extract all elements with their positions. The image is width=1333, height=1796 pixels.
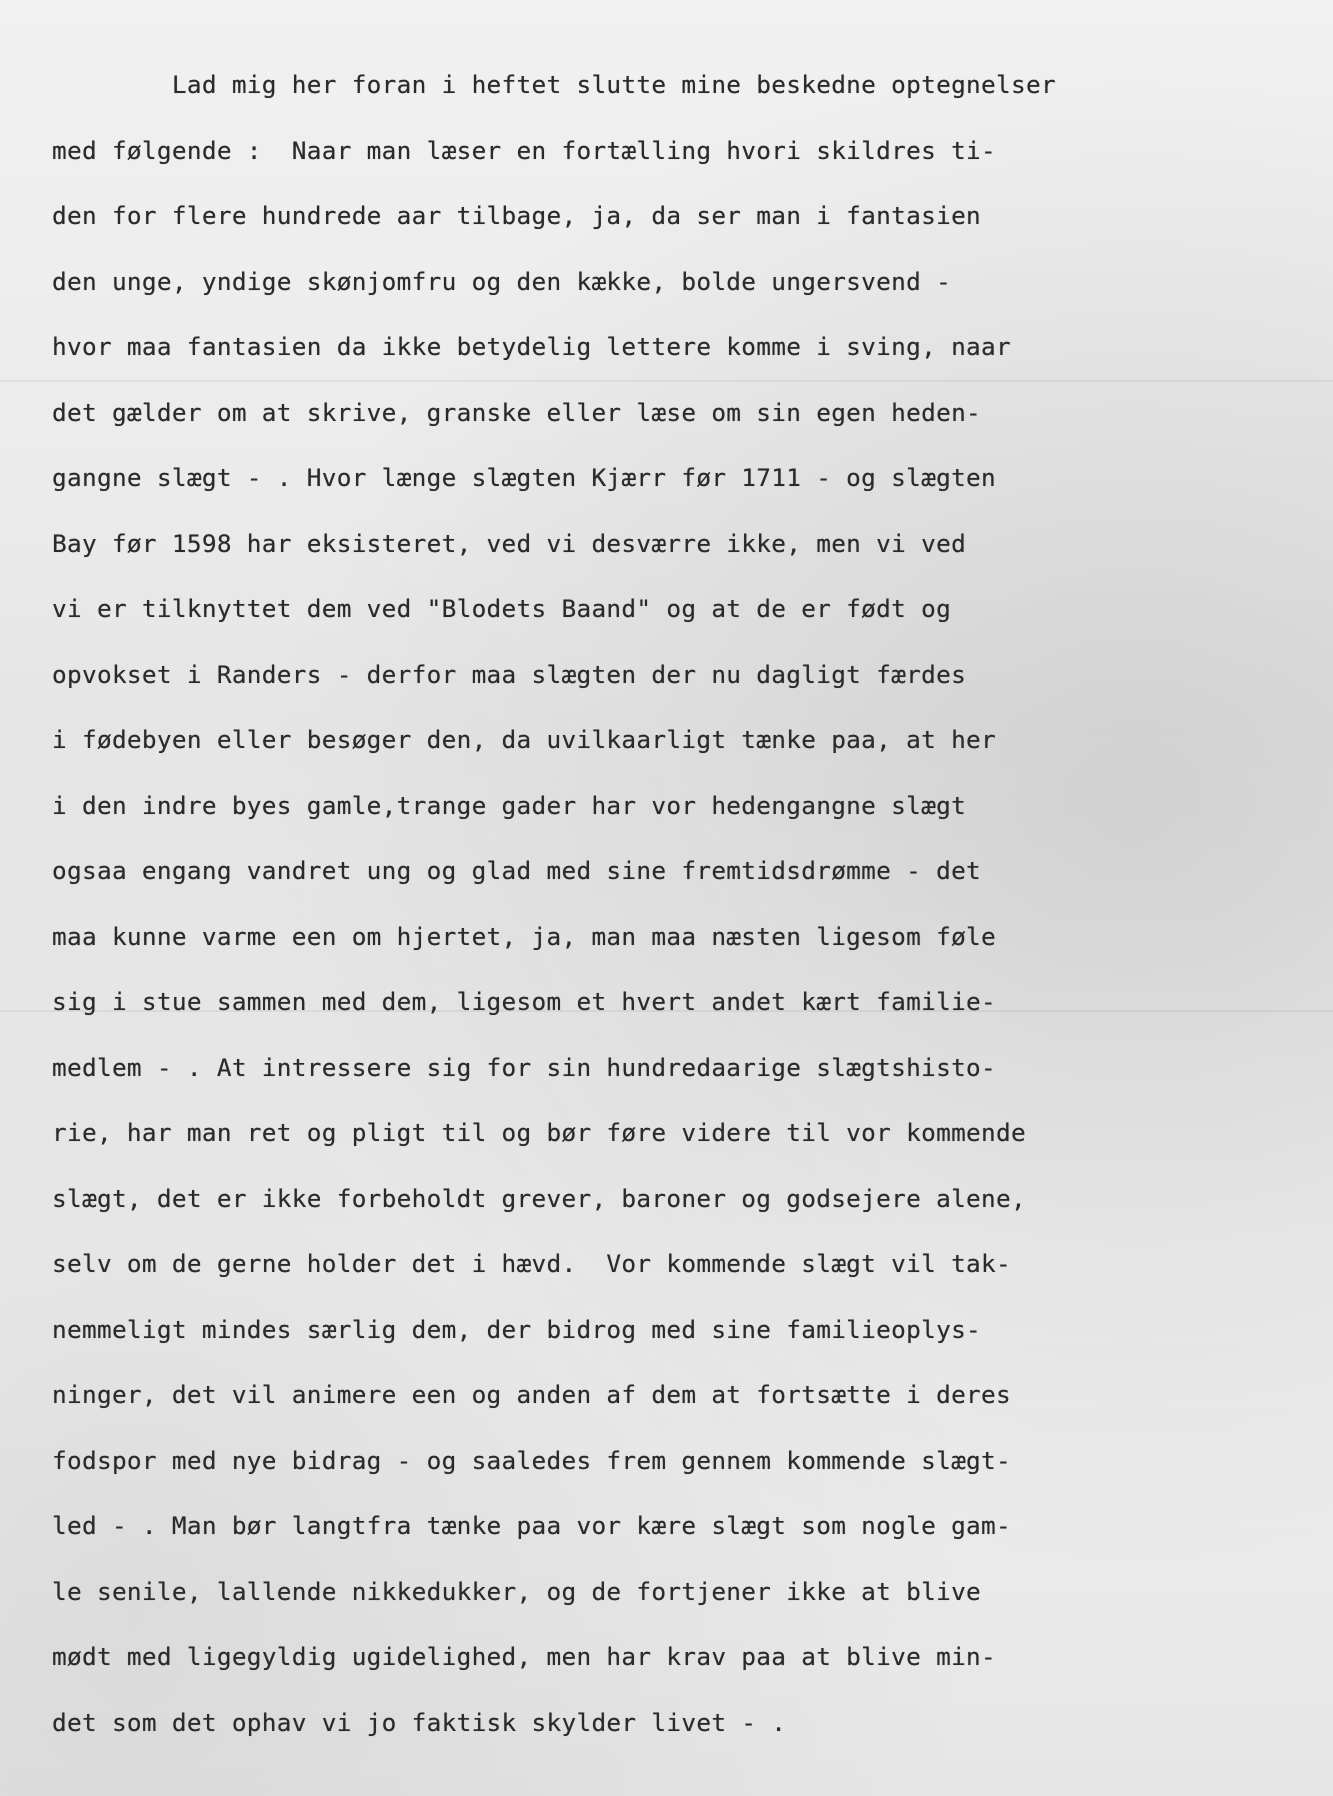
text-line: sig i stue sammen med dem, ligesom et hvert andet kært familie- <box>52 987 997 1016</box>
text-line: fodspor med nye bidrag - og saaledes frem gennem kommende slægt- <box>52 1445 1012 1475</box>
text-line: vi er tilknyttet dem ved "Blodets Baand" og at de er født og <box>52 594 952 623</box>
text-line: slægt, det er ikke forbeholdt grever, baroner og godsejere alene, <box>52 1183 1026 1213</box>
text-line: med følgende : Naar man læser en fortælling hvori skildres ti- <box>52 135 997 165</box>
text-line: i den indre byes gamle,trange gader har vor hedengangne slægt <box>52 790 967 820</box>
text-line: led - . Man bør langtfra tænke paa vor kære slægt som nogle gam- <box>52 1511 1012 1540</box>
text-line: den unge, yndige skønjomfru og den kække, bolde ungersvend - <box>52 266 952 296</box>
text-line: ogsaa engang vandret ung og glad med sine fremtidsdrømme - det <box>52 856 982 885</box>
text-line: i fødebyen eller besøger den, da uvilkaarligt tænke paa, at her <box>52 725 997 754</box>
text-line: gangne slægt - . Hvor længe slægten Kjærr før 1711 - og slægten <box>52 463 997 492</box>
text-line: selv om de gerne holder det i hævd. Vor kommende slægt vil tak- <box>52 1249 1012 1278</box>
text-line: medlem - . At intressere sig for sin hundredaarige slægtshisto- <box>52 1052 997 1082</box>
text-line: maa kunne varme een om hjertet, ja, man maa næsten ligesom føle <box>52 921 997 951</box>
text-line: opvokset i Randers - derfor maa slægten der nu dagligt færdes <box>52 659 967 689</box>
text-line: rie, har man ret og pligt til og bør føre videre til vor kommende <box>52 1118 1026 1147</box>
text-line: nemmeligt mindes særlig dem, der bidrog med sine familieoplys- <box>52 1314 982 1344</box>
text-line: det som det ophav vi jo faktisk skylder livet - . <box>52 1707 787 1737</box>
text-line: ninger, det vil animere een og anden af dem at fortsætte i deres <box>52 1380 1012 1409</box>
text-line: det gælder om at skrive, granske eller læse om sin egen heden- <box>52 397 982 427</box>
text-line: hvor maa fantasien da ikke betydelig lettere komme i sving, naar <box>52 332 1012 361</box>
text-line: le senile, lallende nikkedukker, og de fortjener ikke at blive <box>52 1576 982 1606</box>
typewritten-text <box>52 52 1302 1755</box>
text-line: mødt med ligegyldig ugidelighed, men har krav paa at blive min- <box>52 1642 997 1671</box>
text-line: Bay før 1598 har eksisteret, ved vi desværre ikke, men vi ved <box>52 528 967 558</box>
text-line: den for flere hundrede aar tilbage, ja, da ser man i fantasien <box>52 201 982 230</box>
text-line: Lad mig her foran i heftet slutte mine beskedne optegnelser <box>52 70 1056 99</box>
